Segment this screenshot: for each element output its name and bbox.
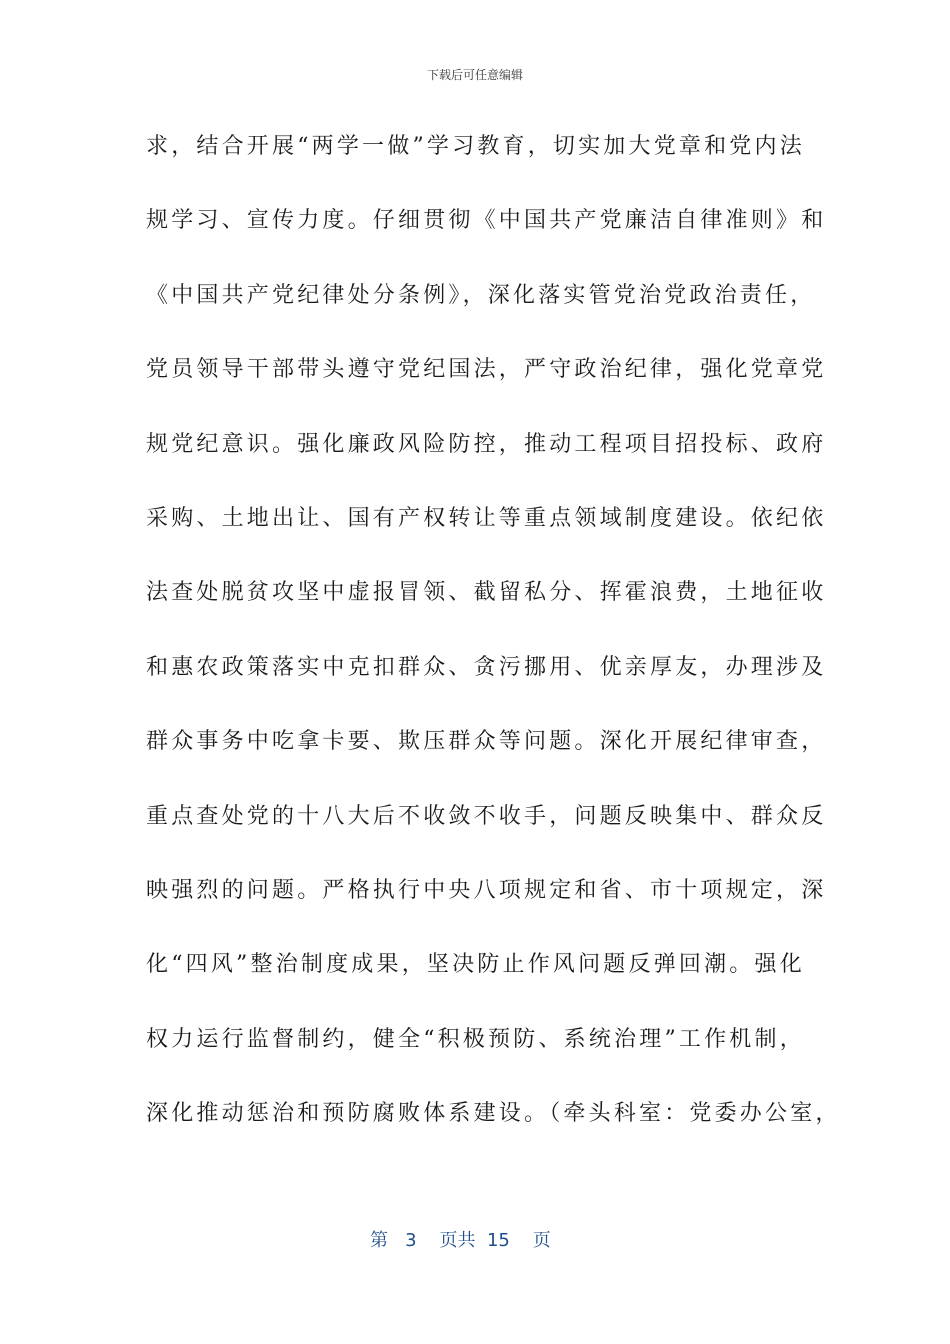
page-footer — [370, 1226, 551, 1252]
text-line: 党员领导干部带头遵守党纪国法，严守政治纪律，强化党章党 — [146, 357, 827, 383]
text-line: 深化推动惩治和预防腐败体系建设。（牵头科室：党委办公室， — [146, 1101, 841, 1127]
page-prefix: 第 — [370, 1230, 388, 1251]
page-suffix: 页 — [532, 1230, 551, 1251]
text-line: 和惠农政策落实中克扣群众、贪污挪用、优亲厚友，办理涉及 — [146, 654, 827, 680]
header-note: 下载后可任意编辑 — [426, 68, 523, 82]
text-line: 群众事务中吃拿卡要、欺压群众等问题。深化开展纪律审查， — [146, 729, 827, 755]
text-line: 求，结合开展“两学一做”学习教育，切实加大党章和党内法 — [146, 134, 805, 159]
text-line: 法查处脱贫攻坚中虚报冒领、截留私分、挥霍浪费，土地征收 — [146, 580, 827, 606]
page-middle: 页共 — [439, 1230, 476, 1251]
text-line: 权力运行监督制约，健全“积极预防、系统治理”工作机制， — [146, 1026, 805, 1052]
total-pages-number: 15 — [486, 1230, 510, 1251]
text-line: 规学习、宣传力度。仔细贯彻《中国共产党廉洁自律准则》和 — [146, 208, 827, 234]
text-line: 化“四风”整治制度成果，坚决防止作风问题反弹回潮。强化 — [146, 952, 805, 978]
body-text — [146, 124, 841, 1165]
text-line: 规党纪意识。强化廉政风险防控，推动工程项目招投标、政府 — [146, 431, 827, 457]
current-page-number: 3 — [405, 1230, 417, 1251]
text-line: 映强烈的问题。严格执行中央八项规定和省、市十项规定，深 — [146, 877, 827, 903]
text-line: 采购、土地出让、国有产权转让等重点领域制度建设。依纪依 — [146, 505, 827, 531]
text-line: 重点查处党的十八大后不收敛不收手，问题反映集中、群众反 — [146, 803, 827, 829]
text-line: 《中国共产党纪律处分条例》，深化落实管党治党政治责任， — [146, 282, 816, 308]
